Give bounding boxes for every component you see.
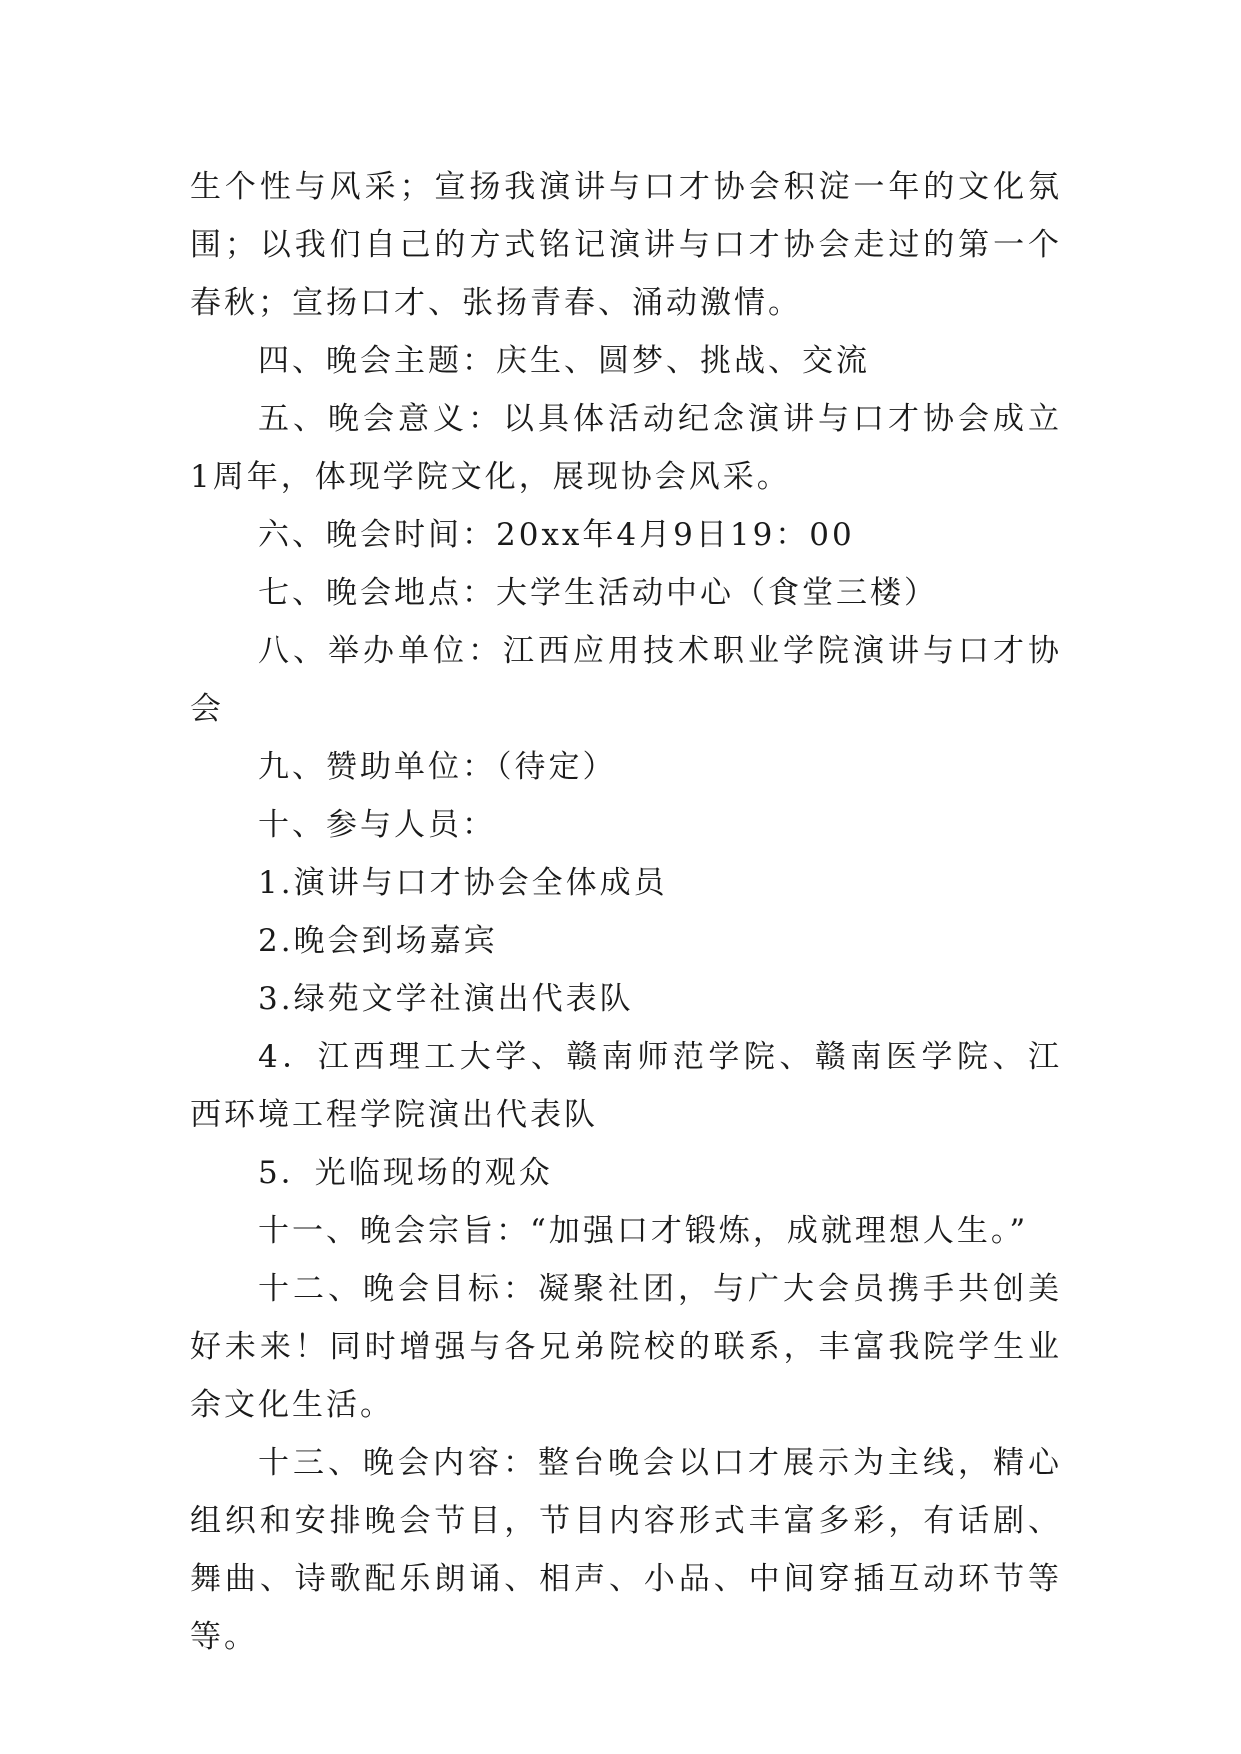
paragraph-organizer: 八、举办单位：江西应用技术职业学院演讲与口才协会 [190,633,1062,727]
paragraph-participants-heading: 十、参与人员： [258,807,496,843]
paragraph-purpose: 十一、晚会宗旨：“加强口才锻炼，成就理想人生。” [258,1213,1029,1249]
paragraph-location: 七、晚会地点：大学生活动中心（食堂三楼） [258,575,938,611]
paragraph-content: 十三、晚会内容：整台晚会以口才展示为主线，精心组织和安排晚会节目，节目内容形式丰富多彩，有话剧、舞曲、诗歌配乐朗诵、相声、小品、中间穿插互动环节等等。 [190,1445,1062,1655]
document-page [190,158,1062,1666]
participant-item-2: 2.晚会到场嘉宾 [258,923,498,959]
paragraph-sponsor: 九、赞助单位：（待定） [258,749,617,785]
participant-item-1: 1.演讲与口才协会全体成员 [258,865,668,901]
paragraph-intro-continuation: 生个性与风采；宣扬我演讲与口才协会积淀一年的文化氛围；以我们自己的方式铭记演讲与口才协会走过的第一个春秋；宣扬口才、张扬青春、涌动激情。 [190,169,1062,321]
paragraph-time: 六、晚会时间：20xx年4月9日19：00 [258,517,855,553]
paragraph-theme: 四、晚会主题：庆生、圆梦、挑战、交流 [258,343,870,379]
participant-item-4: 4．江西理工大学、赣南师范学院、赣南医学院、江西环境工程学院演出代表队 [190,1039,1062,1133]
paragraph-significance: 五、晚会意义：以具体活动纪念演讲与口才协会成立1周年，体现学院文化，展现协会风采。 [190,401,1062,495]
participant-item-3: 3.绿苑文学社演出代表队 [258,981,634,1017]
participant-item-5: 5．光临现场的观众 [258,1155,553,1191]
paragraph-goals: 十二、晚会目标：凝聚社团，与广大会员携手共创美好未来！同时增强与各兄弟院校的联系，丰富我院学生业余文化生活。 [190,1271,1062,1423]
